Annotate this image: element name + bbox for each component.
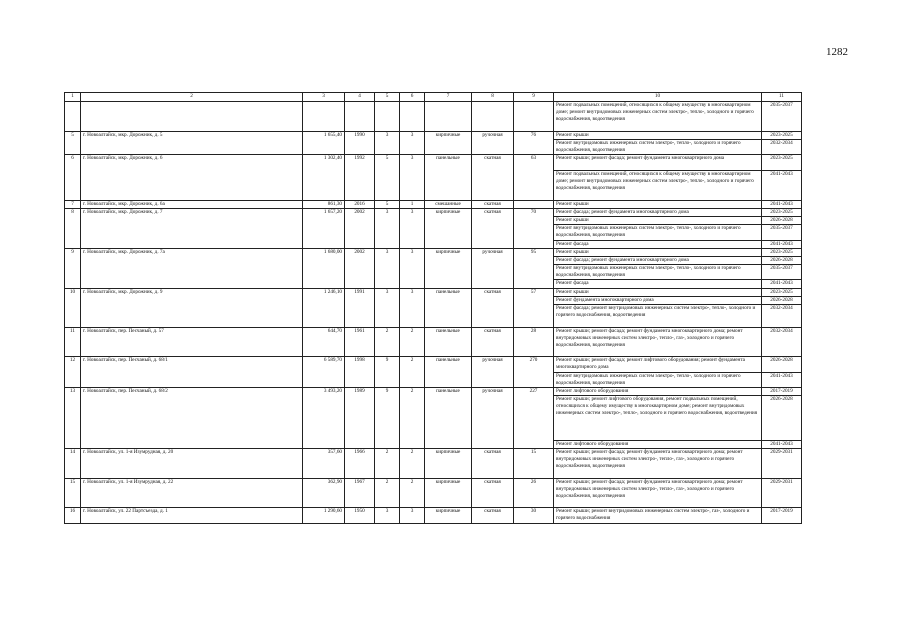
period-cell: 2029-2031	[762, 448, 802, 478]
year-cell: 1966	[345, 448, 375, 478]
wear-cell	[514, 102, 554, 132]
roof-cell: скатная	[472, 478, 514, 508]
period-cell: 2029-2031	[762, 478, 802, 508]
entrances-cell: 3	[400, 208, 425, 248]
works-cell: Ремонт крыши	[554, 216, 762, 224]
works-cell: Ремонт крыши	[554, 131, 762, 139]
house-number-cell: 14	[65, 448, 81, 478]
entrances-cell: 3	[400, 508, 425, 523]
table-row	[65, 508, 802, 523]
roof-cell	[472, 102, 514, 132]
column-number: 8	[472, 93, 514, 102]
year-cell: 1990	[345, 131, 375, 155]
period-cell: 2023-2025	[762, 208, 802, 216]
works-cell: Ремонт фундамента многоквартирного дома	[554, 296, 762, 304]
period-cell: 2026-2028	[762, 296, 802, 304]
period-cell: 2026-2028	[762, 357, 802, 372]
period-cell: 2035-2037	[762, 265, 802, 280]
entrances-cell: 1	[400, 200, 425, 208]
period-cell: 2041-2043	[762, 280, 802, 288]
table-row	[65, 131, 802, 139]
year-cell: 1967	[345, 478, 375, 508]
roof-cell: скатная	[472, 327, 514, 357]
wear-cell: 57	[514, 288, 554, 327]
period-cell: 2026-2028	[762, 396, 802, 440]
wear-cell: 63	[514, 155, 554, 200]
works-cell: Ремонт крыши; ремонт фасада; ремонт фундамента многоквартирного дома; ремонт внутридомовых инженерных систем электро-, тепло-, газ-, холодного и горячего водоснабжения, водоотведения	[554, 327, 762, 357]
address-cell: г. Новоалтайск, мкр. Дорожник, д. 6а	[81, 200, 303, 208]
house-number-cell: 9	[65, 248, 81, 288]
address-cell: г. Новоалтайск, ул. 1-я Изумрудная, д. 20	[81, 448, 303, 478]
period-cell: 2017-2019	[762, 508, 802, 523]
house-number-cell: 15	[65, 478, 81, 508]
walls-cell: панельные	[425, 388, 472, 449]
works-cell: Ремонт лифтового оборудования	[554, 388, 762, 396]
address-cell	[81, 102, 303, 132]
address-cell: г. Новоалтайск, мкр. Дорожник, д. 5	[81, 131, 303, 155]
floors-cell: 3	[375, 508, 400, 523]
house-number-cell	[65, 102, 81, 132]
roof-cell: ручочная	[472, 248, 514, 288]
year-cell: 2002	[345, 248, 375, 288]
table-row	[65, 155, 802, 170]
area-cell: 1 655,40	[303, 131, 345, 155]
period-cell: 2035-2037	[762, 225, 802, 240]
works-cell: Ремонт внутридомовых инженерных систем электро-, тепло-, холодного и горячего водоснабжения, водоотведения	[554, 265, 762, 280]
table-row	[65, 288, 802, 296]
works-cell: Ремонт фасада; ремонт фундамента многоквартирного дома	[554, 208, 762, 216]
period-cell: 2041-2043	[762, 440, 802, 448]
period-cell: 2032-2034	[762, 305, 802, 328]
roof-cell: ручочная	[472, 388, 514, 449]
works-cell: Ремонт внутридомовых инженерных систем электро-, тепло-, холодного и горячего водоснабжения, водоотведения	[554, 139, 762, 154]
column-number: 5	[375, 93, 400, 102]
address-cell: г. Новоалтайск, мкр. Дорожник, д. 7	[81, 208, 303, 248]
page-number: 1282	[826, 46, 848, 58]
roof-cell: скатная	[472, 288, 514, 327]
area-cell: 644,70	[303, 327, 345, 357]
table-row	[65, 200, 802, 208]
walls-cell: кирпичные	[425, 448, 472, 478]
floors-cell: 3	[375, 248, 400, 288]
works-cell: Ремонт крыши; ремонт фасада; ремонт фундамента многоквартирного дома	[554, 155, 762, 170]
capital-repair-table	[64, 92, 802, 524]
entrances-cell: 2	[400, 327, 425, 357]
year-cell: 1961	[345, 327, 375, 357]
walls-cell: панельные	[425, 288, 472, 327]
period-cell: 2032-2034	[762, 327, 802, 357]
floors-cell: 9	[375, 357, 400, 388]
table-row	[65, 357, 802, 372]
address-cell: г. Новоалтайск, мкр. Дорожник, д. 7а	[81, 248, 303, 288]
period-cell: 2017-2019	[762, 388, 802, 396]
floors-cell: 2	[375, 327, 400, 357]
works-cell: Ремонт крыши	[554, 288, 762, 296]
roof-cell: скатная	[472, 155, 514, 200]
house-number-cell: 6	[65, 155, 81, 200]
walls-cell: панельные	[425, 327, 472, 357]
roof-cell: скатная	[472, 208, 514, 248]
entrances-cell: 2	[400, 478, 425, 508]
year-cell: 1950	[345, 508, 375, 523]
period-cell: 2023-2025	[762, 131, 802, 139]
period-cell: 2023-2025	[762, 248, 802, 256]
works-cell: Ремонт внутридомовых инженерных систем электро-, тепло-, холодного и горячего водоснабжения, водоотведения	[554, 225, 762, 240]
year-cell: 1991	[345, 288, 375, 327]
floors-cell: 9	[375, 388, 400, 449]
house-number-cell: 11	[65, 327, 81, 357]
entrances-cell: 2	[400, 448, 425, 478]
table-row	[65, 388, 802, 396]
period-cell: 2041-2043	[762, 240, 802, 248]
year-cell: 1992	[345, 155, 375, 200]
works-cell: Ремонт крыши; ремонт лифтового оборудования, ремонт подвальных помещений, относящихся к общему имуществу в многоквартирном доме; ремонт внутридомовых инженерных систем электро-, тепло-, холодного и горячего водоснабжения, водоотведения	[554, 396, 762, 440]
table-row	[65, 448, 802, 478]
entrances-cell: 3	[400, 248, 425, 288]
wear-cell: 95	[514, 248, 554, 288]
address-cell: г. Новоалтайск, пер. Песчаный, д. 68/1	[81, 357, 303, 388]
house-number-cell: 10	[65, 288, 81, 327]
entrances-cell	[400, 102, 425, 132]
works-cell: Ремонт внутридомовых инженерных систем электро-, тепло-, холодного и горячего водоснабжения, водоотведения	[554, 372, 762, 387]
works-cell: Ремонт фасада	[554, 240, 762, 248]
entrances-cell: 3	[400, 155, 425, 200]
floors-cell: 3	[375, 208, 400, 248]
address-cell: г. Новоалтайск, пер. Песчаный, д. 68/2	[81, 388, 303, 449]
roof-cell: скатная	[472, 200, 514, 208]
area-cell: 1 657,20	[303, 208, 345, 248]
period-cell: 2035-2037	[762, 102, 802, 132]
house-number-cell: 12	[65, 357, 81, 388]
floors-cell: 5	[375, 155, 400, 200]
works-cell: Ремонт крыши; ремонт внутридомовых инженерных систем электро-, газ-, холодного и горячего водоснабжения	[554, 508, 762, 523]
house-number-cell: 16	[65, 508, 81, 523]
walls-cell: панельные	[425, 155, 472, 200]
year-cell	[345, 102, 375, 132]
address-cell: г. Новоалтайск, мкр. Дорожник, д. 9	[81, 288, 303, 327]
period-cell: 2023-2025	[762, 288, 802, 296]
year-cell: 1998	[345, 357, 375, 388]
column-number: 4	[345, 93, 375, 102]
table-row	[65, 248, 802, 256]
wear-cell: 26	[514, 478, 554, 508]
house-number-cell: 5	[65, 131, 81, 155]
area-cell: 3 493,20	[303, 388, 345, 449]
floors-cell: 3	[375, 131, 400, 155]
area-cell: 1 680,00	[303, 248, 345, 288]
area-cell: 1 290,60	[303, 508, 345, 523]
table-row	[65, 208, 802, 216]
column-number: 6	[400, 93, 425, 102]
walls-cell: кирпичные	[425, 131, 472, 155]
roof-cell: ручочная	[472, 131, 514, 155]
wear-cell: 30	[514, 508, 554, 523]
house-number-cell: 13	[65, 388, 81, 449]
wear-cell: 76	[514, 131, 554, 155]
works-cell: Ремонт крыши	[554, 248, 762, 256]
header-row	[65, 93, 802, 102]
area-cell: 1 302,40	[303, 155, 345, 200]
period-cell: 2041-2043	[762, 372, 802, 387]
column-number: 1	[65, 93, 81, 102]
floors-cell: 3	[375, 288, 400, 327]
table-row	[65, 478, 802, 508]
period-cell: 2023-2025	[762, 155, 802, 170]
works-cell: Ремонт крыши; ремонт фасада; ремонт фундамента многоквартирного дома; ремонт внутридомовых инженерных систем электро-, тепло-, газ-, холодного и горячего водоснабжения, водоотведения	[554, 448, 762, 478]
entrances-cell: 2	[400, 388, 425, 449]
area-cell: 357,60	[303, 448, 345, 478]
year-cell: 2002	[345, 208, 375, 248]
wear-cell: 70	[514, 208, 554, 248]
works-cell: Ремонт фасада	[554, 280, 762, 288]
table-row	[65, 327, 802, 357]
address-cell: г. Новоалтайск, ул. 1-я Изумрудная, д. 22	[81, 478, 303, 508]
column-number: 3	[303, 93, 345, 102]
floors-cell: 2	[375, 448, 400, 478]
address-cell: г. Новоалтайск, мкр. Дорожник, д. 6	[81, 155, 303, 200]
year-cell: 1989	[345, 388, 375, 449]
walls-cell	[425, 102, 472, 132]
roof-cell: скатная	[472, 508, 514, 523]
period-cell: 2026-2028	[762, 216, 802, 224]
address-cell: г. Новоалтайск, ул. 22 Партсъезда, д. 1	[81, 508, 303, 523]
works-cell: Ремонт лифтового оборудования	[554, 440, 762, 448]
column-number: 2	[81, 93, 303, 102]
period-cell: 2041-2043	[762, 200, 802, 208]
period-cell: 2032-2034	[762, 139, 802, 154]
works-cell: Ремонт крыши; ремонт фасада; ремонт фундамента многоквартирного дома; ремонт внутридомовых инженерных систем электро-, тепло-, газ-, холодного и горячего водоснабжения, водоотведения	[554, 478, 762, 508]
roof-cell: ручочная	[472, 357, 514, 388]
entrances-cell: 3	[400, 288, 425, 327]
works-cell: Ремонт крыши	[554, 200, 762, 208]
floors-cell	[375, 102, 400, 132]
floors-cell: 2	[375, 478, 400, 508]
walls-cell: кирпичные	[425, 478, 472, 508]
period-cell: 2041-2043	[762, 170, 802, 200]
wear-cell: 270	[514, 357, 554, 388]
entrances-cell: 3	[400, 131, 425, 155]
column-number: 7	[425, 93, 472, 102]
walls-cell: кирпичные	[425, 208, 472, 248]
area-cell: 6 589,70	[303, 357, 345, 388]
floors-cell: 5	[375, 200, 400, 208]
table-row	[65, 102, 802, 132]
works-cell: Ремонт фасада; ремонт фундамента многоквартирного дома	[554, 256, 762, 264]
area-cell: 362,90	[303, 478, 345, 508]
works-cell: Ремонт подвальных помещений, относящихся к общему имуществу в многоквартирном доме; ремонт внутридомовых инженерных систем электро-, тепло-, холодного и горячего водоснабжения, водоотведения	[554, 102, 762, 132]
works-cell: Ремонт подвальных помещений, относящихся к общему имуществу в многоквартирном доме; ремонт внутридомовых инженерных систем электро-, тепло-, холодного и горячего водоснабжения, водоотведения	[554, 170, 762, 200]
walls-cell: смешанные	[425, 200, 472, 208]
column-number: 10	[554, 93, 762, 102]
column-number: 9	[514, 93, 554, 102]
wear-cell: 227	[514, 388, 554, 449]
period-cell: 2026-2028	[762, 256, 802, 264]
year-cell: 2016	[345, 200, 375, 208]
column-number: 11	[762, 93, 802, 102]
area-cell: 1 246,10	[303, 288, 345, 327]
works-cell: Ремонт фасада; ремонт внутридомовых инженерных систем электро-, тепло-, холодного и горячего водоснабжения, водоотведения	[554, 305, 762, 328]
house-number-cell: 8	[65, 208, 81, 248]
house-number-cell: 7	[65, 200, 81, 208]
area-cell: 861,30	[303, 200, 345, 208]
wear-cell	[514, 200, 554, 208]
wear-cell: 15	[514, 448, 554, 478]
roof-cell: скатная	[472, 448, 514, 478]
area-cell	[303, 102, 345, 132]
entrances-cell: 2	[400, 357, 425, 388]
walls-cell: кирпичные	[425, 248, 472, 288]
walls-cell: панельные	[425, 357, 472, 388]
address-cell: г. Новоалтайск, пер. Песчаный, д. 57	[81, 327, 303, 357]
works-cell: Ремонт крыши; ремонт фасада; ремонт лифтового оборудования; ремонт фундамента многоквартирного дома	[554, 357, 762, 372]
wear-cell: 28	[514, 327, 554, 357]
walls-cell: кирпичные	[425, 508, 472, 523]
